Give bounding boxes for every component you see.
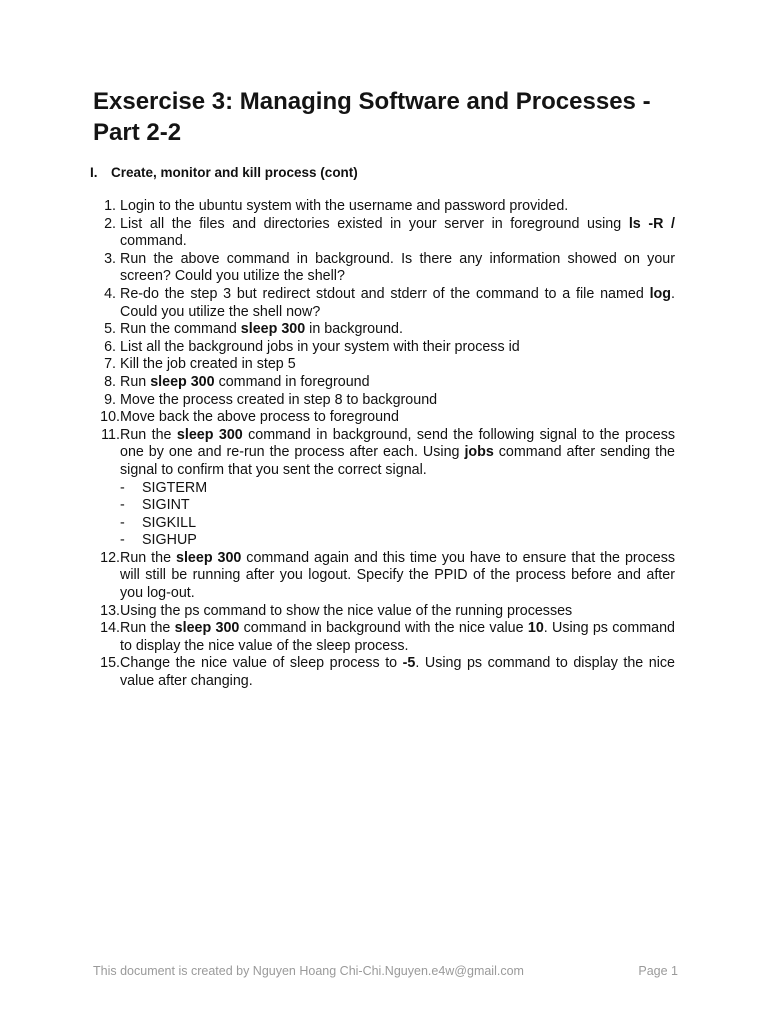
- signal-item: - SIGTERM: [120, 479, 208, 496]
- list-item: [93, 216, 675, 251]
- section-number: I.: [90, 165, 98, 180]
- signal-item: - SIGINT: [120, 497, 190, 514]
- command-text: sleep 300: [150, 373, 215, 390]
- command-text: sleep 300: [176, 549, 242, 566]
- item-text: Run the sleep 300 command in background, send the following signal to the process one by one and re-run the process after each. Using jobs command after sending the signal to confirm that you sent the correct signal. - SIGTERM - SIGINT - SIGKILL - SIGHUP: [120, 426, 676, 549]
- list-item: [93, 356, 675, 374]
- item-number: 9.: [104, 391, 117, 408]
- signal-item: - SIGHUP: [120, 532, 197, 549]
- item-text: Move the process created in step 8 to background: [120, 391, 438, 408]
- exercise-list: [93, 198, 675, 691]
- item-text: Change the nice value of sleep process to -5. Using ps command to display the nice value after changing.: [120, 655, 675, 690]
- command-text: sleep 300: [176, 426, 243, 443]
- item-text: Run the sleep 300 command again and this time you have to ensure that the process will still be running after you logout. Specify the PPID of the process before and after you log-out.: [120, 549, 675, 602]
- item-number: 15.: [100, 655, 120, 672]
- item-number: 12.: [100, 549, 120, 566]
- item-text: Run the above command in background. Is there any information showed on your screen? Could you utilize the shell?: [120, 250, 675, 285]
- item-text: Run the sleep 300 command in background with the nice value 10. Using ps command to display the nice value of the sleep process.: [120, 620, 676, 654]
- item-number: 8.: [104, 373, 117, 390]
- page-number: Page 1: [638, 964, 678, 978]
- list-item: [93, 286, 675, 321]
- item-number: 4.: [104, 285, 117, 302]
- footer-credit: This document is created by Nguyen Hoang Chi-Chi.Nguyen.e4w@gmail.com: [93, 964, 524, 978]
- filename-text: log: [649, 285, 672, 302]
- list-item: [93, 198, 675, 216]
- nice-value-text: -5: [402, 655, 416, 672]
- item-text: Move back the above process to foreground: [120, 409, 399, 426]
- list-item: [93, 251, 675, 286]
- page-footer: [93, 964, 678, 978]
- item-text: Re-do the step 3 but redirect stdout and stderr of the command to a file named log. Could you utilize the shell now?: [120, 285, 675, 320]
- item-number: 6.: [104, 338, 117, 355]
- section-label: Create, monitor and kill process (cont): [111, 165, 358, 180]
- list-item: [93, 427, 675, 550]
- signal-item: - SIGKILL: [120, 514, 197, 531]
- item-number: 3.: [104, 250, 117, 267]
- item-number: 14.: [100, 620, 120, 637]
- item-text: List all the background jobs in your system with their process id: [120, 338, 520, 355]
- nice-value-text: 10: [527, 620, 544, 637]
- list-item: [93, 620, 675, 655]
- command-text: sleep 300: [174, 620, 240, 637]
- item-number: 1.: [104, 198, 117, 214]
- list-item: [93, 655, 675, 690]
- item-text: Kill the job created in step 5: [120, 356, 296, 373]
- item-text: Using the ps command to show the nice value of the running processes: [120, 602, 573, 619]
- item-text: Run sleep 300 command in foreground: [120, 373, 370, 390]
- list-item: [93, 603, 675, 621]
- signal-list: [120, 480, 675, 550]
- item-text: Login to the ubuntu system with the username and password provided.: [120, 198, 569, 214]
- item-number: 10.: [100, 409, 120, 426]
- list-item: [93, 339, 675, 357]
- item-text: Run the command sleep 300 in background.: [120, 321, 403, 338]
- item-number: 13.: [100, 602, 120, 619]
- list-item: [93, 550, 675, 603]
- item-number: 11.: [101, 426, 120, 443]
- list-item: [93, 409, 675, 427]
- item-number: 5.: [104, 321, 117, 338]
- command-text: sleep 300: [240, 321, 306, 338]
- list-item: [93, 321, 675, 339]
- item-number: 2.: [104, 215, 117, 232]
- list-item: [93, 374, 675, 392]
- item-text: List all the files and directories existed in your server in foreground using ls -R / command.: [120, 215, 675, 250]
- item-number: 7.: [104, 356, 117, 373]
- page-title: Exsercise 3: Managing Software and Processes - Part 2-2: [93, 88, 651, 146]
- list-item: [93, 392, 675, 410]
- command-text: ls -R /: [628, 215, 675, 232]
- section-heading: [90, 164, 358, 182]
- command-text: jobs: [464, 444, 494, 461]
